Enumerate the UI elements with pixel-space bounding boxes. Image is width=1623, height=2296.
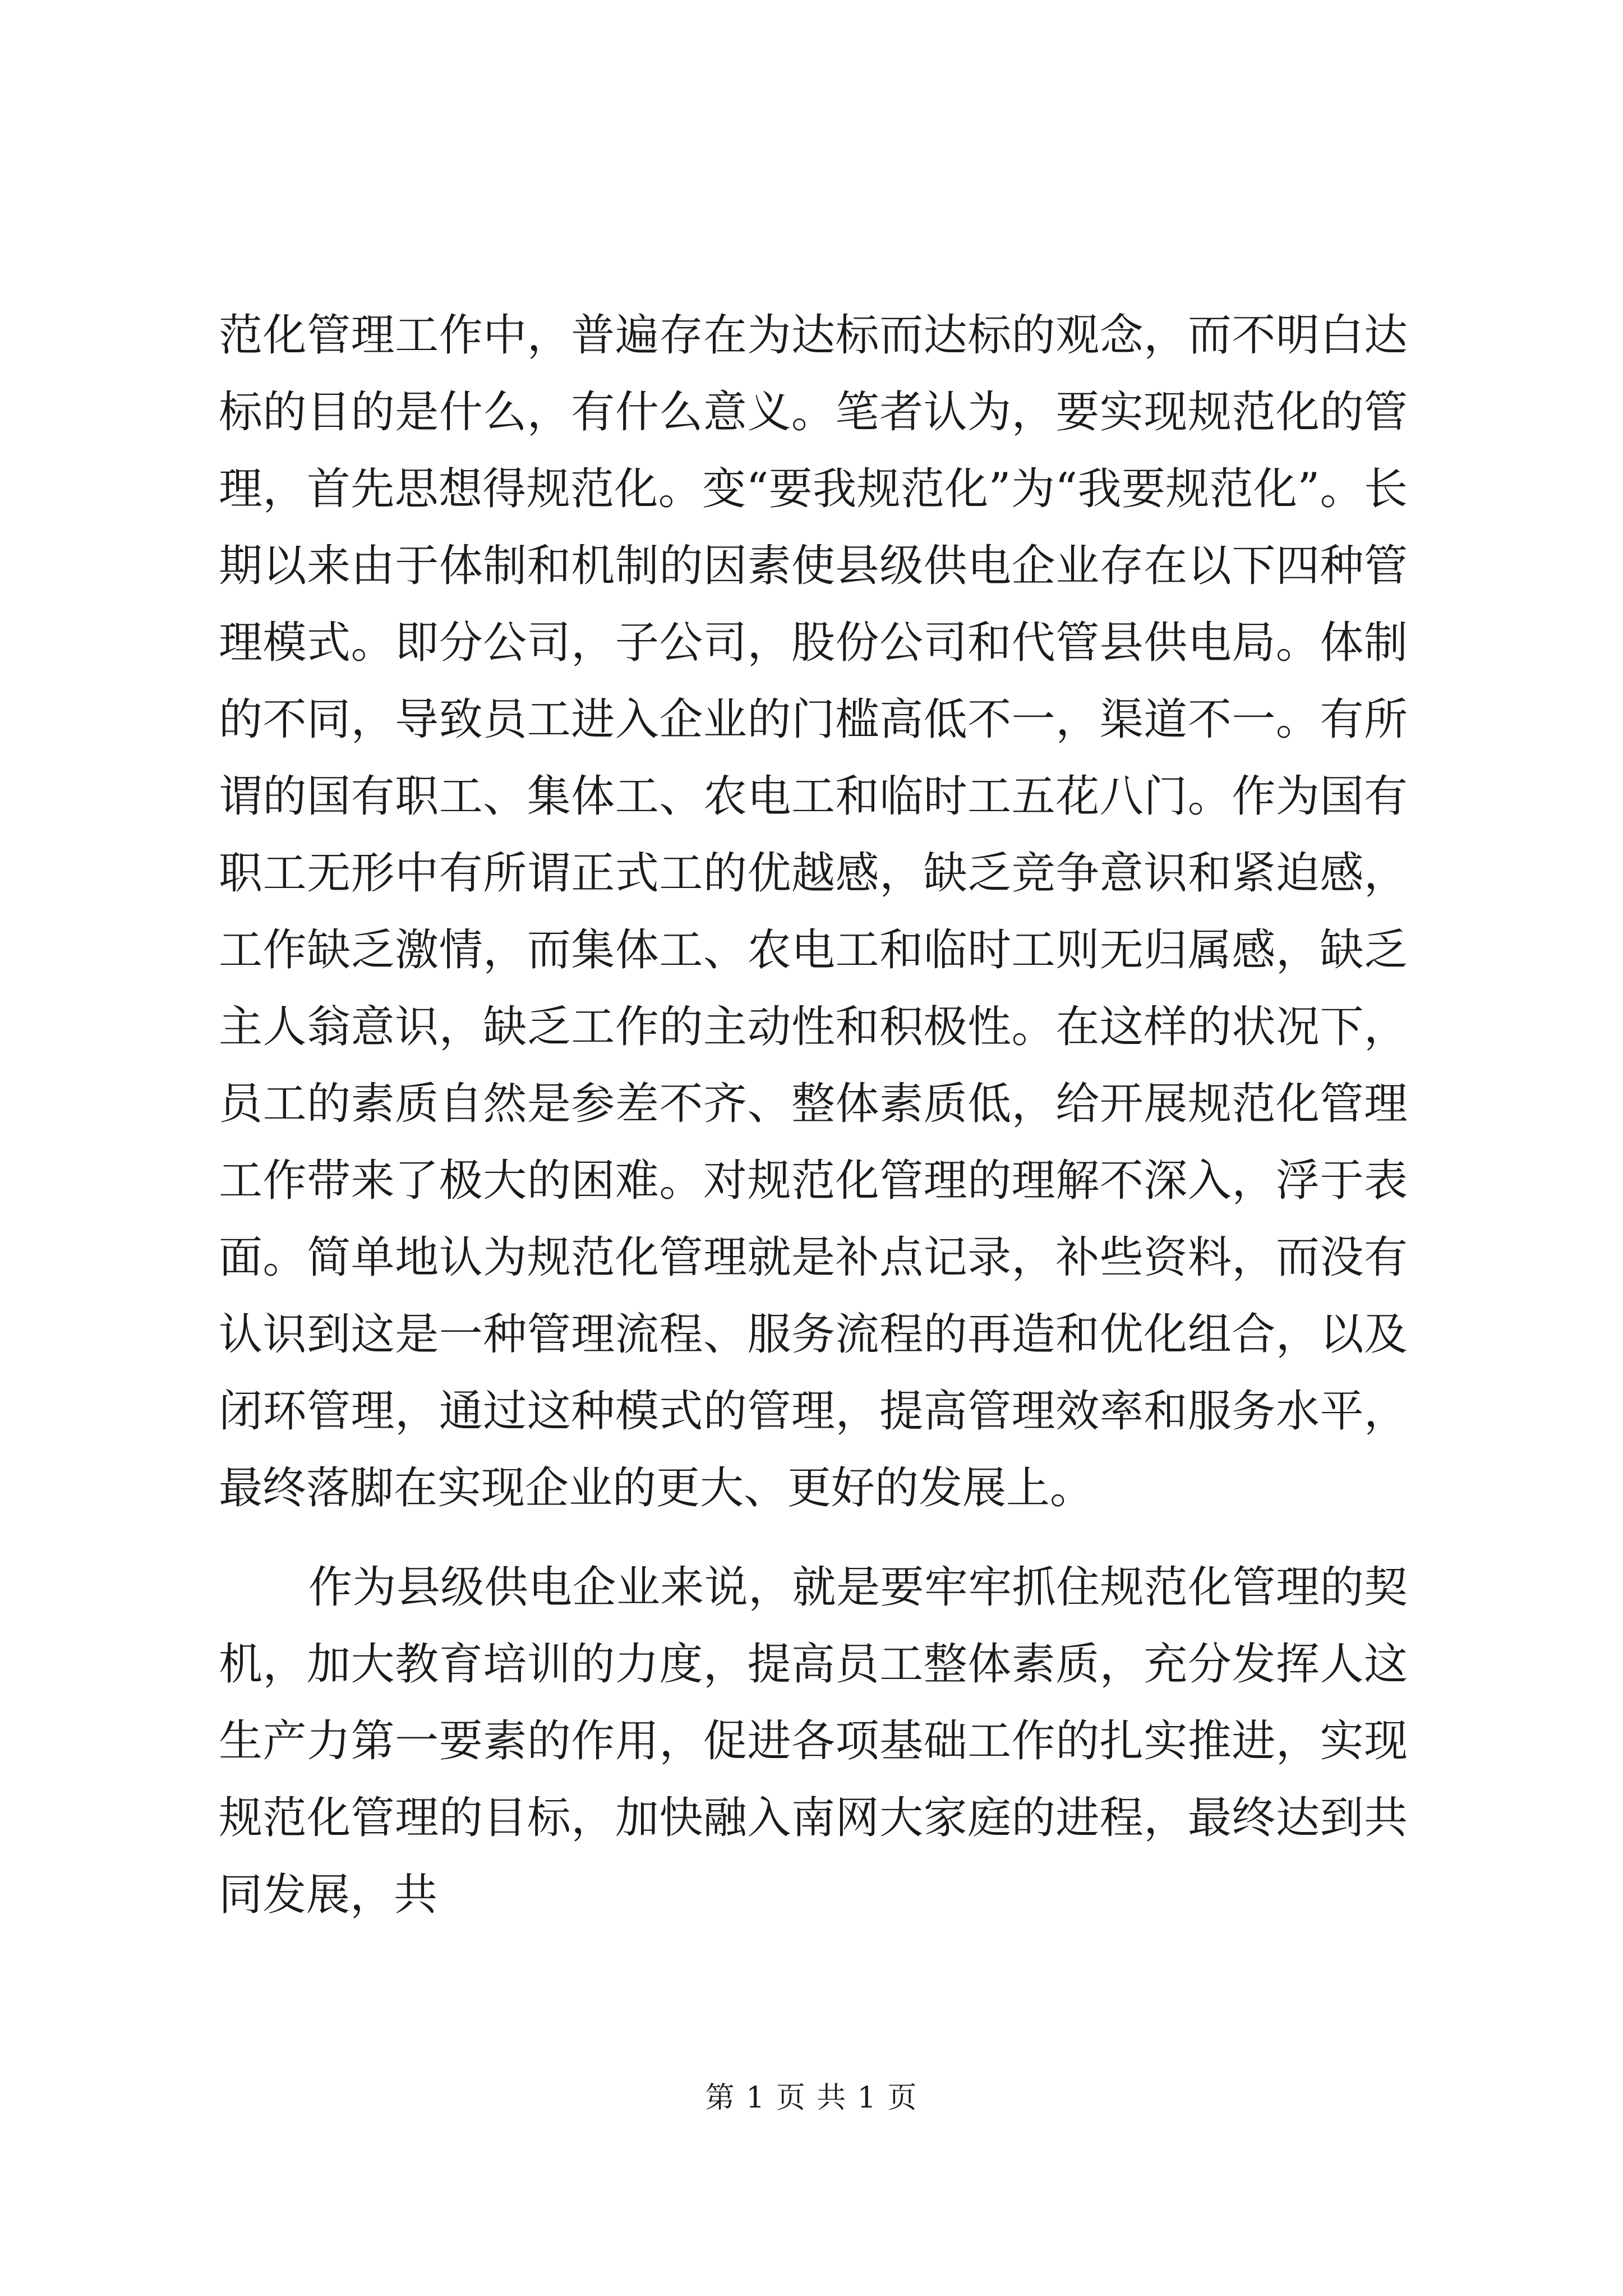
document-body [219, 297, 1408, 1934]
paragraph-2: 作为县级供电企业来说，就是要牢牢抓住规范化管理的契机，加大教育培训的力度，提高员工整体素质，充分发挥人这生产力第一要素的作用，促进各项基础工作的扎实推进，实现规范化管理的目标，加快融入南网大家庭的进程，最终达到共同发展，共 [219, 1562, 1408, 1920]
paragraph-1: 范化管理工作中，普遍存在为达标而达标的观念，而不明白达标的目的是什么，有什么意义。笔者认为，要实现规范化的管理，首先思想得规范化。变“要我规范化”为“我要规范化”。长期以来由于体制和机制的因素使县级供电企业存在以下四种管理模式。即分公司，子公司，股份公司和代管县供电局。体制的不同，导致员工进入企业的门槛高低不一，渠道不一。有所谓的国有职工、集体工、农电工和临时工五花八门。作为国有职工无形中有所谓正式工的优越感，缺乏竞争意识和紧迫感，工作缺乏激情，而集体工、农电工和临时工则无归属感，缺乏主人翁意识，缺乏工作的主动性和积极性。在这样的状况下，员工的素质自然是参差不齐、整体素质低，给开展规范化管理工作带来了极大的困难。对规范化管理的理解不深入，浮于表面。简单地认为规范化管理就是补点记录，补些资料，而没有认识到这是一种管理流程、服务流程的再造和优化组合，以及闭环管理，通过这种模式的管理，提高管理效率和服务水平，最终落脚在实现企业的更大、更好的发展上。 [219, 310, 1408, 1513]
page-footer: 第 1 页 共 1 页 [705, 2081, 918, 2115]
